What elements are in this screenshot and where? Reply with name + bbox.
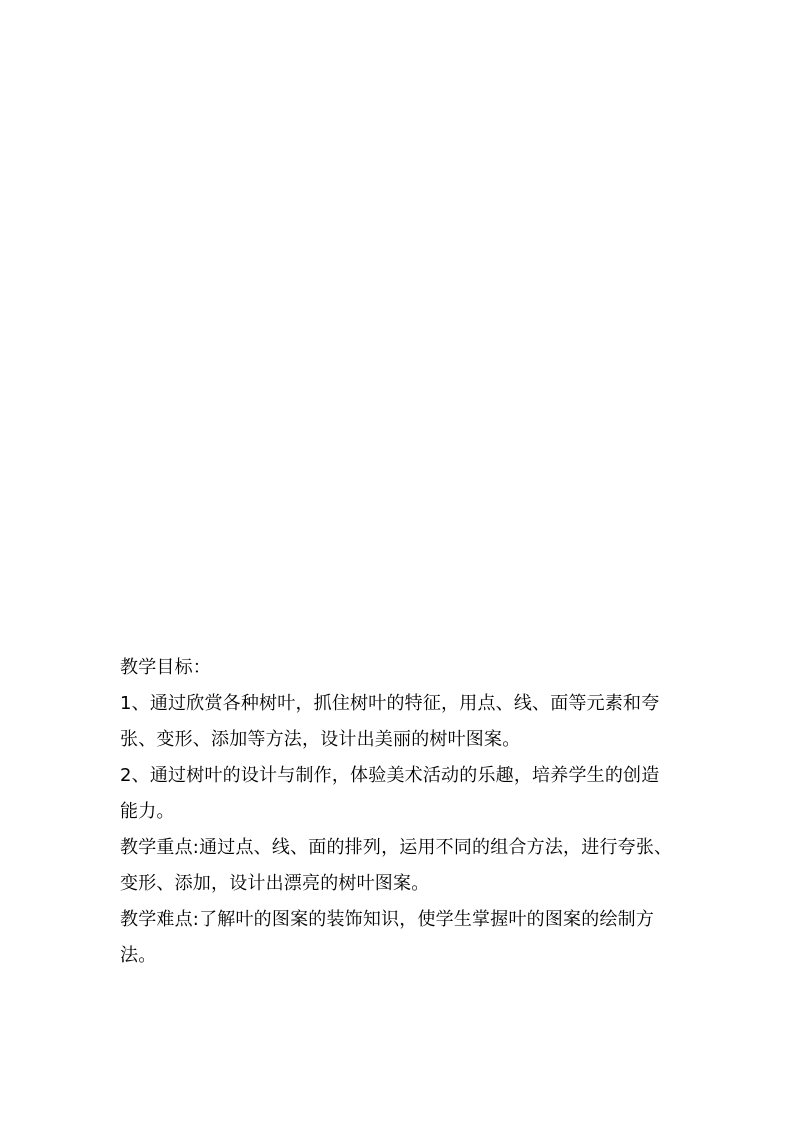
difficulty-line-1: 教学难点:了解叶的图案的装饰知识，使学生掌握叶的图案的绘制方 — [120, 909, 655, 930]
objective-2-line-1: 2、通过树叶的设计与制作，体验美术活动的乐趣，培养学生的创造 — [120, 765, 660, 786]
section-heading: 教学目标： — [120, 657, 211, 678]
difficulty-line-2: 法。 — [120, 945, 157, 966]
document-body — [120, 650, 680, 974]
key-point-line-1: 教学重点:通过点、线、面的排列，运用不同的组合方法，进行夸张、 — [120, 837, 673, 858]
objective-2-line-2: 能力。 — [120, 801, 175, 822]
objective-1-line-2: 张、变形、添加等方法，设计出美丽的树叶图案。 — [120, 729, 521, 750]
objective-1-line-1: 1、通过欣赏各种树叶，抓住树叶的特征，用点、线、面等元素和夸 — [120, 693, 660, 714]
key-point-line-2: 变形、添加，设计出漂亮的树叶图案。 — [120, 873, 430, 894]
